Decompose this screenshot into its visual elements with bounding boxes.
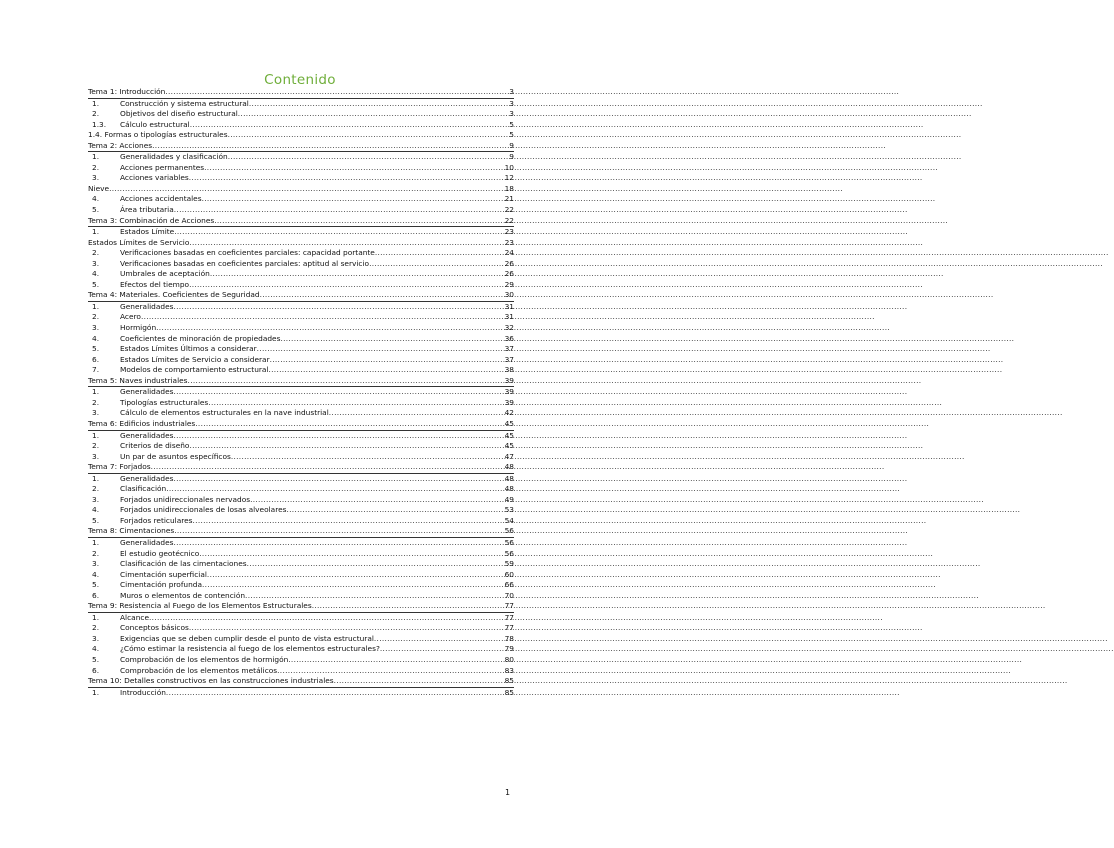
- toc-entry[interactable]: [88, 280, 514, 291]
- toc-entry[interactable]: [88, 655, 514, 666]
- toc-entry[interactable]: [88, 505, 514, 516]
- toc-entry[interactable]: [88, 109, 514, 120]
- toc-entry[interactable]: [88, 376, 514, 388]
- toc-entry-leader: [280, 334, 503, 345]
- toc-entry[interactable]: [88, 495, 514, 506]
- toc-entry-title: Generalidades: [120, 387, 174, 397]
- toc-entry-title: Comprobación de los elementos metálicos: [120, 665, 278, 675]
- toc-entry-leader: [207, 570, 504, 581]
- toc-entry-number: 4.: [92, 333, 100, 343]
- toc-entry-number: 4.: [92, 505, 100, 515]
- toc-entry[interactable]: [88, 269, 514, 280]
- toc-entry-title: Exigencias que se deben cumplir desde el punto de vista estructural: [120, 633, 374, 643]
- toc-entry-leader: [152, 141, 508, 152]
- toc-entry-number: 6.: [92, 665, 100, 675]
- toc-entry-title: Cálculo de elementos estructurales en la nave industrial: [120, 408, 329, 418]
- toc-entry-title: Cimentación superficial: [120, 569, 207, 579]
- toc-entry-page: 49: [504, 494, 514, 504]
- toc-entry-page: 36: [504, 333, 514, 343]
- toc-entry-title: Estados Límite: [120, 227, 175, 237]
- toc-entry-number: 1.: [92, 98, 100, 108]
- toc-entry-number: 1.: [92, 387, 100, 397]
- toc-entry-number: 2.: [92, 548, 100, 558]
- toc-entry-leader: [312, 601, 504, 612]
- toc-entry-title: Área tributaria: [120, 205, 174, 215]
- toc-entry[interactable]: [88, 323, 514, 334]
- toc-entry-title: Tema 1: Introducción: [88, 87, 166, 96]
- toc-entry-title: Estados Límites de Servicio a considerar: [120, 354, 270, 364]
- toc-entry-leader: [228, 152, 509, 163]
- toc-entry-leader: [249, 99, 508, 110]
- toc-entry-title: Hormigón: [120, 323, 157, 333]
- toc-entry-leader: [189, 173, 504, 184]
- toc-entry-number: 3.: [92, 559, 100, 569]
- toc-entry-title: Cálculo estructural: [120, 119, 190, 129]
- toc-entry-leader: [189, 238, 503, 249]
- toc-entry[interactable]: [88, 259, 514, 270]
- toc-entry[interactable]: [88, 601, 514, 613]
- toc-entry-title: Estados Límites Últimos a considerar: [120, 344, 257, 354]
- toc-entry-number: 7.: [92, 365, 100, 375]
- toc-entry-leader: [288, 655, 503, 666]
- toc-entry-title: Acciones variables: [120, 173, 189, 183]
- toc-entry-leader: [193, 516, 504, 527]
- toc-entry-page: 5: [509, 119, 514, 129]
- toc-entry-leader: [149, 613, 504, 624]
- toc-entry[interactable]: [88, 623, 514, 634]
- toc-entry[interactable]: [88, 462, 514, 474]
- toc-entry-title: Modelos de comportamiento estructural: [120, 365, 269, 375]
- toc-entry-page: 56: [504, 548, 514, 558]
- toc-entry-number: 2.: [92, 109, 100, 119]
- toc-entry-page: 22: [504, 215, 514, 225]
- toc-entry-title: Acciones permanentes: [120, 162, 205, 172]
- toc-entry[interactable]: [88, 216, 514, 228]
- toc-entry-title: Estados Límites de Servicio: [88, 237, 190, 247]
- toc-entry-leader: [210, 269, 504, 280]
- toc-entry-leader: [374, 634, 504, 645]
- toc-entry-number: 2.: [92, 312, 100, 322]
- toc-entry[interactable]: [88, 570, 514, 581]
- toc-entry-number: 5.: [92, 344, 100, 354]
- toc-entry-leader: [380, 644, 504, 655]
- toc-entry-title: Forjados unidireccionales de losas alveolares: [120, 505, 287, 515]
- toc-entry[interactable]: [88, 419, 514, 431]
- toc-entry-page: 26: [504, 269, 514, 279]
- toc-entry-leader: [109, 184, 504, 195]
- toc-entry-leader: [174, 538, 504, 549]
- toc-entry-page: 59: [504, 559, 514, 569]
- toc-entry-title: Generalidades: [120, 430, 174, 440]
- toc-entry-number: 3.: [92, 258, 100, 268]
- toc-entry-page: 66: [504, 580, 514, 590]
- toc-entry-number: 6.: [92, 590, 100, 600]
- toc-entry-page: 54: [504, 515, 514, 525]
- toc-entry-leader: [190, 120, 509, 131]
- toc-entry-leader: [174, 387, 504, 398]
- toc-entry-leader: [204, 163, 503, 174]
- toc-entry-page: 3: [509, 87, 514, 96]
- toc-entry-leader: [202, 194, 504, 205]
- toc-entry-page: 18: [504, 183, 514, 193]
- toc-entry-title: Umbrales de aceptación: [120, 269, 210, 279]
- toc-entry-number: 1.: [92, 612, 100, 622]
- toc-entry-page: 39: [504, 375, 514, 385]
- toc-entry-page: 37: [504, 354, 514, 364]
- toc-entry-title: Verificaciones basadas en coeficientes parciales: capacidad portante: [120, 248, 375, 258]
- toc-entry-number: 4.: [92, 194, 100, 204]
- toc-entry-page: 24: [504, 248, 514, 258]
- toc-entry-page: 30: [504, 290, 514, 300]
- toc-entry-leader: [174, 474, 504, 485]
- toc-entry-leader: [174, 227, 503, 238]
- toc-entry-leader: [247, 559, 504, 570]
- toc-entry[interactable]: [88, 99, 514, 110]
- toc-entry[interactable]: [88, 238, 514, 249]
- toc-entry-leader: [151, 462, 504, 473]
- toc-entry-leader: [141, 312, 504, 323]
- toc-entry-number: 3.: [92, 494, 100, 504]
- toc-entry-page: 45: [504, 418, 514, 428]
- toc-entry-leader: [375, 248, 504, 259]
- toc-entry-leader: [277, 666, 503, 677]
- toc-entry-title: Objetivos del diseño estructural: [120, 109, 238, 119]
- toc-entry-page: 79: [504, 644, 514, 654]
- toc-entry[interactable]: [88, 344, 514, 355]
- toc-entry-leader: [269, 365, 504, 376]
- toc-entry-title: Tema 3: Combinación de Acciones: [88, 215, 215, 225]
- toc-entry[interactable]: [88, 666, 514, 677]
- toc-entry[interactable]: [88, 130, 514, 141]
- toc-entry[interactable]: [88, 516, 514, 527]
- toc-entry-page: 29: [504, 279, 514, 289]
- toc-entry-page: 56: [504, 537, 514, 547]
- toc-entry-title: Tema 5: Naves industriales: [88, 375, 188, 385]
- toc-entry-page: 9: [509, 152, 514, 162]
- toc-entry-number: 1.: [92, 227, 100, 237]
- toc-entry-title: ¿Cómo estimar la resistencia al fuego de los elementos estructurales?: [120, 644, 380, 654]
- toc-entry-leader: [228, 130, 509, 141]
- toc-entry[interactable]: [88, 120, 514, 131]
- toc-entry-title: Acero: [120, 312, 141, 322]
- toc-entry[interactable]: [88, 634, 514, 645]
- toc-entry[interactable]: [88, 580, 514, 591]
- toc-entry-number: 1.: [92, 473, 100, 483]
- toc-entry[interactable]: [88, 526, 514, 538]
- toc-entry[interactable]: [88, 676, 514, 688]
- toc-entry-page: 80: [504, 654, 514, 664]
- toc-entry-page: 42: [504, 408, 514, 418]
- toc-entry-page: 39: [504, 397, 514, 407]
- toc-entry-leader: [208, 398, 503, 409]
- toc-entry[interactable]: [88, 184, 514, 195]
- toc-entry-number: 3.: [92, 173, 100, 183]
- toc-entry-leader: [174, 302, 504, 313]
- toc-entry-title: Forjados reticulares: [120, 515, 193, 525]
- toc-entry-title: Verificaciones basadas en coeficientes parciales: aptitud al servicio: [120, 258, 370, 268]
- toc-entry[interactable]: [88, 549, 514, 560]
- toc-entry-leader: [174, 526, 503, 537]
- toc-entry-number: 3.: [92, 323, 100, 333]
- toc-entry-leader: [188, 376, 504, 387]
- toc-entry[interactable]: [88, 559, 514, 570]
- toc-entry-leader: [231, 452, 504, 463]
- toc-entry-number: 4.: [92, 569, 100, 579]
- toc-title: Contenido: [264, 72, 336, 88]
- toc-entry-page: 12: [504, 173, 514, 183]
- toc-entry-leader: [250, 495, 504, 506]
- toc-entry-page: 31: [504, 312, 514, 322]
- toc-entry-leader: [165, 87, 508, 98]
- toc-entry-leader: [245, 591, 504, 602]
- toc-entry-title: Conceptos básicos: [120, 623, 189, 633]
- toc-entry-leader: [189, 280, 504, 291]
- toc-entry-title: Tema 2: Acciones: [88, 140, 153, 150]
- toc-entry-leader: [174, 431, 504, 442]
- toc-entry[interactable]: [88, 452, 514, 463]
- toc-entry-title: El estudio geotécnico: [120, 548, 200, 558]
- toc-entry-leader: [286, 505, 503, 516]
- toc-entry-title: Tema 6: Edificios industriales: [88, 418, 196, 428]
- toc-entry-page: 48: [504, 484, 514, 494]
- toc-entry[interactable]: [88, 173, 514, 184]
- toc-entry-title: Acciones accidentales: [120, 194, 202, 204]
- toc-entry-page: 83: [504, 665, 514, 675]
- toc-entry[interactable]: [88, 644, 514, 655]
- toc-entry-title: Tema 9: Resistencia al Fuego de los Elementos Estructurales: [88, 601, 312, 611]
- toc-entry-title: Comprobación de los elementos de hormigón: [120, 654, 289, 664]
- toc-entry[interactable]: [88, 87, 514, 99]
- toc-entry[interactable]: [88, 365, 514, 376]
- toc-entry-number: 2.: [92, 441, 100, 451]
- toc-entry-page: 5: [509, 130, 514, 140]
- toc-entry-number: 3.: [92, 408, 100, 418]
- toc-entry-leader: [238, 109, 509, 120]
- toc-entry[interactable]: [88, 163, 514, 174]
- toc-entry-page: 39: [504, 387, 514, 397]
- toc-entry-title: Muros o elementos de contención: [120, 590, 246, 600]
- toc-entry-page: 85: [504, 687, 514, 697]
- table-of-contents: [88, 87, 514, 698]
- toc-entry-title: Generalidades y clasificación: [120, 152, 228, 162]
- toc-entry-leader: [189, 623, 504, 634]
- toc-entry-leader: [156, 323, 503, 334]
- toc-entry-page: 70: [504, 590, 514, 600]
- toc-entry-page: 47: [504, 451, 514, 461]
- toc-entry-page: 23: [504, 227, 514, 237]
- toc-entry[interactable]: [88, 290, 514, 302]
- toc-entry-title: Alcance: [120, 612, 149, 622]
- toc-entry-leader: [257, 344, 504, 355]
- toc-entry[interactable]: [88, 355, 514, 366]
- toc-entry-number: 5.: [92, 205, 100, 215]
- toc-entry-number: 5.: [92, 654, 100, 664]
- toc-entry[interactable]: [88, 538, 514, 549]
- toc-entry-page: 48: [504, 473, 514, 483]
- toc-entry-page: 38: [504, 365, 514, 375]
- toc-entry-page: 48: [504, 462, 514, 472]
- toc-entry-title: Coeficientes de minoración de propiedades: [120, 333, 281, 343]
- toc-entry-page: 22: [504, 205, 514, 215]
- toc-entry-leader: [369, 259, 504, 270]
- toc-entry-page: 45: [504, 441, 514, 451]
- toc-entry-leader: [270, 355, 504, 366]
- toc-entry[interactable]: [88, 194, 514, 205]
- toc-entry-page: 23: [504, 237, 514, 247]
- toc-entry[interactable]: [88, 484, 514, 495]
- toc-entry-page: 37: [504, 344, 514, 354]
- toc-entry-page: 31: [504, 301, 514, 311]
- toc-entry[interactable]: [88, 431, 514, 442]
- toc-entry-title: Tipologías estructurales: [120, 397, 209, 407]
- toc-entry-title: Tema 4: Materiales. Coeficientes de Seguridad: [88, 290, 260, 300]
- toc-entry-number: 2.: [92, 248, 100, 258]
- toc-entry-page: 9: [509, 140, 514, 150]
- toc-entry-leader: [166, 688, 504, 699]
- toc-entry-page: 77: [504, 601, 514, 611]
- toc-entry-page: 77: [504, 623, 514, 633]
- toc-entry-leader: [195, 419, 503, 430]
- toc-entry-number: 2.: [92, 623, 100, 633]
- toc-entry[interactable]: [88, 688, 514, 699]
- toc-entry-title: Un par de asuntos específicos: [120, 451, 231, 461]
- toc-entry-leader: [166, 484, 503, 495]
- toc-entry[interactable]: [88, 312, 514, 323]
- toc-entry-page: 85: [504, 676, 514, 686]
- toc-entry-number: 4.: [92, 644, 100, 654]
- toc-entry[interactable]: [88, 141, 514, 153]
- toc-entry-title: Generalidades: [120, 473, 174, 483]
- page-number: 1: [505, 788, 511, 797]
- toc-entry-leader: [199, 549, 503, 560]
- toc-entry-page: 32: [504, 323, 514, 333]
- toc-entry-page: 21: [504, 194, 514, 204]
- toc-entry-title: Generalidades: [120, 537, 174, 547]
- toc-entry-page: 78: [504, 633, 514, 643]
- toc-entry[interactable]: [88, 398, 514, 409]
- toc-entry-title: Criterios de diseño: [120, 441, 190, 451]
- toc-entry-number: 6.: [92, 354, 100, 364]
- toc-entry-leader: [260, 290, 504, 301]
- toc-entry-leader: [174, 205, 504, 216]
- toc-entry-title: Forjados unidireccionales nervados: [120, 494, 251, 504]
- toc-entry-leader: [202, 580, 504, 591]
- toc-entry[interactable]: [88, 248, 514, 259]
- toc-entry[interactable]: [88, 302, 514, 313]
- toc-entry-page: 56: [504, 526, 514, 536]
- toc-entry-title: Efectos del tiempo: [120, 279, 190, 289]
- toc-entry-number: 2.: [92, 162, 100, 172]
- toc-entry-number: 1.: [92, 430, 100, 440]
- toc-entry-leader: [329, 408, 504, 419]
- toc-entry[interactable]: [88, 474, 514, 485]
- toc-entry[interactable]: [88, 205, 514, 216]
- toc-entry[interactable]: [88, 613, 514, 624]
- toc-entry-number: 5.: [92, 279, 100, 289]
- toc-entry-title: Nieve: [88, 183, 110, 193]
- toc-entry-page: 60: [504, 569, 514, 579]
- toc-entry[interactable]: [88, 227, 514, 238]
- toc-entry-number: 1.: [92, 152, 100, 162]
- toc-entry-title: Tema 7: Forjados: [88, 462, 151, 472]
- toc-entry[interactable]: [88, 334, 514, 345]
- toc-entry-number: 1.: [92, 301, 100, 311]
- toc-entry-page: 3: [509, 98, 514, 108]
- toc-entry-title: Clasificación de las cimentaciones: [120, 559, 247, 569]
- toc-entry-page: 3: [509, 109, 514, 119]
- toc-entry-title: Cimentación profunda: [120, 580, 203, 590]
- toc-entry-leader: [214, 216, 503, 227]
- toc-entry-page: 10: [504, 162, 514, 172]
- toc-entry-number: 1.: [92, 687, 100, 697]
- toc-entry-number: 5.: [92, 515, 100, 525]
- toc-entry-page: 53: [504, 505, 514, 515]
- toc-entry-title: Tema 10: Detalles constructivos en las construcciones industriales: [88, 676, 334, 686]
- toc-entry-number: 2.: [92, 484, 100, 494]
- toc-entry-title: 1.4. Formas o tipologías estructurales: [88, 130, 228, 140]
- toc-entry-number: 3.: [92, 633, 100, 643]
- toc-entry[interactable]: [88, 441, 514, 452]
- toc-entry-title: Tema 8: Cimentaciones: [88, 526, 175, 536]
- toc-entry-page: 77: [504, 612, 514, 622]
- toc-entry-page: 26: [504, 258, 514, 268]
- toc-entry-leader: [189, 441, 503, 452]
- toc-entry-title: Introducción: [120, 687, 166, 697]
- toc-entry-title: Generalidades: [120, 301, 174, 311]
- toc-entry[interactable]: [88, 387, 514, 398]
- toc-entry[interactable]: [88, 152, 514, 163]
- toc-entry-number: 1.: [92, 537, 100, 547]
- toc-entry[interactable]: [88, 591, 514, 602]
- toc-entry-page: 45: [504, 430, 514, 440]
- toc-entry-number: 5.: [92, 580, 100, 590]
- toc-entry-leader: [334, 676, 504, 687]
- toc-entry-number: 4.: [92, 269, 100, 279]
- toc-entry[interactable]: [88, 408, 514, 419]
- toc-entry-number: 2.: [92, 397, 100, 407]
- toc-entry-title: Construcción y sistema estructural: [120, 98, 249, 108]
- toc-entry-title: Clasificación: [120, 484, 167, 494]
- toc-entry-number: 3.: [92, 451, 100, 461]
- toc-entry-number: 1.3.: [92, 119, 107, 129]
